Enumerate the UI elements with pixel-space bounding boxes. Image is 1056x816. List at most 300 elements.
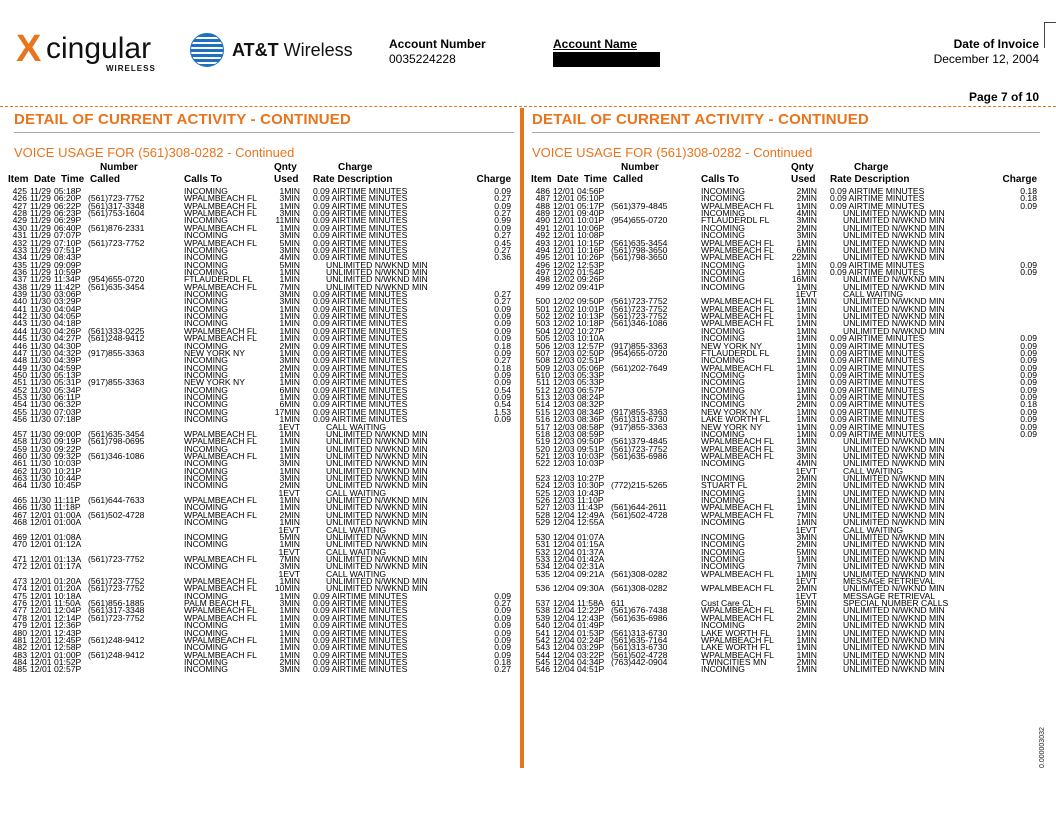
row-rate-description: 0.09 AIRTIME MINUTES [830, 399, 925, 410]
col-charge-top: Charge [338, 162, 373, 173]
row-rate-description: UNLIMITED N/WKND MIN [843, 487, 945, 498]
row-item: 448 [12, 355, 27, 366]
table-row [8, 379, 513, 386]
table-row [8, 394, 513, 401]
table-row [531, 340, 1039, 351]
row-rate-description: 0.09 AIRTIME MINUTES [313, 325, 408, 336]
table-row [531, 222, 1039, 233]
row-calls-to: INCOMING [701, 266, 745, 277]
left-usage-table [8, 188, 513, 674]
row-rate-description: UNLIMITED N/WKND MIN [843, 443, 945, 454]
row-item: 461 [12, 458, 27, 469]
row-time: 12:57P [577, 340, 605, 351]
row-item: 462 [12, 465, 27, 476]
row-time: 02:24P [577, 634, 605, 645]
row-used: 2MIN [796, 222, 817, 233]
row-rate-description: UNLIMITED N/WKND MIN [843, 568, 945, 579]
table-row [531, 524, 1039, 535]
row-calls-to: INCOMING [184, 252, 228, 263]
row-time: 04:26P [54, 325, 82, 336]
row-called-number: (561)798-3650 [611, 244, 668, 255]
row-item: 434 [12, 252, 27, 263]
row-called-number: (561)635-3454 [88, 428, 145, 439]
row-rate-description: 0.09 AIRTIME MINUTES [313, 362, 408, 373]
row-item: 523 [535, 473, 550, 484]
row-rate-description: 0.09 AIRTIME MINUTES [313, 406, 408, 417]
row-used: 1MIN [796, 296, 817, 307]
row-date: 12/01 [553, 215, 575, 226]
row-called-number: (561)723-7752 [611, 311, 668, 322]
row-calls-to: INCOMING [184, 215, 228, 226]
row-rate-description: UNLIMITED N/WKND MIN [843, 230, 945, 241]
row-used: 2MIN [796, 612, 817, 623]
row-date: 12/03 [553, 340, 575, 351]
row-date: 12/01 [30, 598, 52, 609]
row-used: 1MIN [279, 333, 300, 344]
row-calls-to: WPALMBEACH FL [184, 281, 257, 292]
row-rate-description: UNLIMITED N/WKND MIN [326, 458, 428, 469]
row-item: 515 [535, 406, 550, 417]
row-rate-description: CALL WAITING [843, 465, 904, 476]
row-calls-to: INCOMING [701, 281, 745, 292]
row-used: 2MIN [796, 605, 817, 616]
row-rate-description: UNLIMITED N/WKND MIN [843, 303, 945, 314]
row-calls-to: NEW YORK NY [701, 406, 762, 417]
row-calls-to: INCOMING [184, 531, 228, 542]
table-row [8, 254, 513, 261]
row-rate-description: UNLIMITED N/WKND MIN [843, 450, 945, 461]
row-date: 12/01 [30, 531, 52, 542]
row-time: 12:55A [577, 517, 605, 528]
row-item: 477 [12, 605, 27, 616]
row-time: 10:18P [577, 318, 605, 329]
row-calls-to: WPALMBEACH FL [184, 612, 257, 623]
row-calls-to: INCOMING [184, 392, 228, 403]
table-row [8, 222, 513, 233]
row-time: 02:31A [577, 561, 605, 572]
row-time: 10:21P [54, 465, 82, 476]
row-item: 493 [535, 237, 550, 248]
left-section-title: DETAIL OF CURRENT ACTIVITY - CONTINUED [14, 111, 352, 128]
row-time: 10:08P [577, 230, 605, 241]
row-time: 01:53P [577, 627, 605, 638]
row-item: 512 [535, 384, 550, 395]
table-row [8, 465, 513, 476]
table-row [8, 504, 513, 511]
row-time: 06:23P [54, 208, 82, 219]
row-rate-description: 0.09 AIRTIME MINUTES [313, 612, 408, 623]
row-time: 01:52P [54, 657, 82, 667]
row-calls-to: WPALMBEACH FL [701, 436, 774, 447]
row-rate-description: 0.09 AIRTIME MINUTES [313, 252, 408, 263]
row-time: 05:31P [54, 377, 82, 388]
row-used: 1MIN [796, 649, 817, 660]
row-called-number: (561)308-0282 [611, 568, 668, 579]
row-used: 1MIN [796, 333, 817, 344]
table-row [531, 325, 1039, 336]
row-calls-to: PALM BEACH FL [184, 598, 252, 609]
row-used: 3MIN [279, 230, 300, 241]
row-rate-description: 0.09 AIRTIME MINUTES [313, 369, 408, 380]
row-date: 12/03 [553, 473, 575, 484]
row-charge: 0.18 [494, 362, 511, 373]
row-item: 535 [535, 568, 550, 579]
right-usage-table [531, 188, 1039, 674]
page-number: Page 7 of 10 [968, 90, 1039, 104]
row-date: 12/01 [30, 553, 52, 564]
row-time: 09:30A [577, 583, 605, 594]
row-calls-to: WPALMBEACH FL [184, 495, 257, 506]
row-calls-to: INCOMING [701, 392, 745, 403]
row-date: 11/30 [30, 480, 51, 491]
row-date: 12/01 [553, 186, 575, 196]
table-row [531, 254, 1039, 261]
side-barcode-text: 0.000003032 [1039, 727, 1046, 768]
row-calls-to: NEW YORK NY [701, 421, 762, 432]
row-time: 10:43P [577, 487, 605, 498]
row-used: 3MIN [279, 296, 300, 307]
row-date: 11/30 [30, 428, 51, 439]
row-calls-to: WPALMBEACH FL [184, 509, 257, 520]
row-rate-description: 0.09 AIRTIME MINUTES [830, 355, 925, 366]
row-used: 3MIN [279, 289, 300, 300]
row-charge: 0.09 [494, 414, 511, 425]
row-used: 1MIN [279, 266, 300, 277]
row-time: 04:05P [54, 311, 82, 322]
row-called-number: (561)502-4728 [611, 509, 668, 520]
row-charge: 0.36 [494, 252, 511, 263]
row-rate-description: UNLIMITED N/WKND MIN [843, 657, 945, 667]
row-rate-description: 0.09 AIRTIME MINUTES [830, 266, 925, 277]
row-date: 11/30 [30, 502, 51, 513]
row-item: 504 [535, 325, 550, 336]
row-used: 1MIN [796, 340, 817, 351]
row-date: 12/01 [553, 237, 575, 248]
table-row [8, 541, 513, 548]
row-charge: 0.27 [494, 289, 511, 300]
row-calls-to: WPALMBEACH FL [701, 362, 774, 373]
row-rate-description: UNLIMITED N/WKND MIN [326, 480, 428, 491]
row-date: 11/29 [30, 274, 51, 285]
col-number-top: Number [621, 162, 659, 173]
row-time: 03:29P [54, 296, 82, 307]
row-charge: 0.09 [1020, 384, 1037, 395]
row-used: 1MIN [279, 649, 300, 660]
row-rate-description: UNLIMITED N/WKND MIN [843, 237, 945, 248]
row-date: 12/03 [553, 347, 575, 358]
table-row [8, 200, 513, 211]
row-date: 12/01 [30, 620, 52, 631]
row-used: 2MIN [796, 539, 817, 550]
row-rate-description: UNLIMITED N/WKND MIN [843, 244, 945, 255]
row-date: 12/04 [553, 553, 575, 564]
row-date: 12/01 [553, 193, 575, 204]
table-row [8, 266, 513, 277]
row-rate-description: UNLIMITED N/WKND MIN [843, 318, 945, 329]
row-item: 488 [535, 200, 550, 211]
row-date: 12/01 [553, 244, 575, 255]
row-calls-to: INCOMING [184, 369, 228, 380]
row-item: 473 [12, 576, 27, 587]
row-date: 11/29 [30, 186, 51, 196]
row-used: 1MIN [796, 495, 817, 506]
row-rate-description: UNLIMITED N/WKND MIN [326, 502, 428, 513]
att-wireless-logo [190, 33, 353, 69]
row-item: 463 [12, 473, 27, 484]
row-item: 507 [535, 347, 550, 358]
row-charge: 0.09 [1020, 392, 1037, 403]
row-used: 2MIN [796, 399, 817, 410]
row-item: 537 [535, 598, 550, 609]
row-rate-description: 0.09 AIRTIME MINUTES [313, 215, 408, 226]
row-used: 2MIN [279, 657, 300, 667]
row-rate-description: 0.09 AIRTIME MINUTES [313, 627, 408, 638]
row-time: 02:51P [577, 355, 605, 366]
row-date: 12/04 [553, 509, 575, 520]
row-used: 3MIN [279, 598, 300, 609]
row-item: 447 [12, 347, 27, 358]
row-used: 22MIN [791, 252, 817, 263]
row-time: 09:50P [577, 296, 605, 307]
row-rate-description: 0.09 AIRTIME MINUTES [830, 377, 925, 388]
row-calls-to: INCOMING [184, 259, 228, 270]
row-rate-description: 0.09 AIRTIME MINUTES [830, 392, 925, 403]
row-rate-description: 0.09 AIRTIME MINUTES [313, 230, 408, 241]
row-calls-to: INCOMING [701, 539, 745, 550]
row-date: 11/30 [30, 325, 51, 336]
row-time: 01:13A [54, 553, 82, 564]
row-called-number: (561)635-7164 [611, 634, 668, 645]
row-calls-to: WPALMBEACH FL [184, 325, 257, 336]
row-rate-description: 0.09 AIRTIME MINUTES [313, 384, 408, 395]
table-row [531, 465, 1039, 476]
row-item: 471 [12, 553, 27, 564]
row-item: 474 [12, 583, 27, 594]
row-used: 4MIN [279, 252, 300, 263]
row-item: 528 [535, 509, 550, 520]
row-used: 7MIN [279, 281, 300, 292]
att-logo-wireless: Wireless [278, 40, 353, 60]
row-rate-description: UNLIMITED N/WKND MIN [843, 281, 945, 292]
row-time: 07:10P [54, 237, 82, 248]
row-called-number: (561)644-7633 [88, 495, 145, 506]
table-row [531, 210, 1039, 217]
row-calls-to: INCOMING [184, 399, 228, 410]
row-calls-to: INCOMING [701, 259, 745, 270]
table-row [531, 291, 1039, 298]
row-time: 11:34P [54, 274, 81, 285]
row-date: 12/01 [30, 517, 52, 528]
row-rate-description: CALL WAITING [326, 568, 387, 579]
row-time: 10:01P [577, 303, 605, 314]
table-row [531, 200, 1039, 211]
row-calls-to: INCOMING [701, 333, 745, 344]
row-called-number: (763)442-0904 [611, 657, 668, 667]
row-called-number: (561)248-9412 [88, 634, 145, 645]
row-time: 08:34P [577, 406, 605, 417]
table-row [531, 276, 1039, 283]
row-calls-to: NEW YORK NY [184, 347, 245, 358]
row-rate-description: CALL WAITING [843, 289, 904, 300]
table-row [531, 460, 1039, 467]
row-rate-description: 0.09 AIRTIME MINUTES [313, 200, 408, 211]
row-used: 1MIN [279, 222, 300, 233]
row-rate-description: MESSAGE RETRIEVAL [843, 576, 936, 587]
table-row [8, 438, 513, 445]
row-calls-to: WPALMBEACH FL [184, 605, 257, 616]
row-called-number: (561)313-6730 [611, 414, 668, 425]
row-rate-description: UNLIMITED N/WKND MIN [326, 436, 428, 447]
row-used: 1MIN [279, 539, 300, 550]
row-used: 1MIN [279, 303, 300, 314]
row-called-number: (917)855-3363 [88, 347, 145, 358]
table-row [8, 524, 513, 535]
row-date: 12/03 [553, 362, 575, 373]
row-calls-to: INCOMING [701, 620, 745, 631]
row-used: 1MIN [279, 642, 300, 653]
row-item: 460 [12, 450, 27, 461]
row-time: 11:43P [577, 502, 604, 513]
col-charge: Charge [1002, 174, 1037, 185]
table-row [8, 195, 513, 202]
row-called-number: (561)346-1086 [611, 318, 668, 329]
row-item: 476 [12, 598, 27, 609]
att-logo-bold: AT&T [232, 40, 279, 60]
row-time: 11:18P [54, 502, 81, 513]
row-rate-description: 0.09 AIRTIME MINUTES [830, 384, 925, 395]
row-time: 07:07P [54, 230, 82, 241]
row-item: 487 [535, 193, 550, 204]
row-charge: 0.09 [1020, 266, 1037, 277]
row-item: 529 [535, 517, 550, 528]
row-used: 2MIN [279, 362, 300, 373]
row-charge: 0.09 [1020, 362, 1037, 373]
row-item: 465 [12, 495, 27, 506]
table-row [8, 546, 513, 557]
table-row [8, 519, 513, 526]
row-used: 5MIN [279, 237, 300, 248]
row-used: 1EVT [795, 289, 817, 300]
row-used: 2MIN [796, 620, 817, 631]
table-row [531, 421, 1039, 432]
row-calls-to: WPALMBEACH FL [701, 583, 774, 594]
row-used: 1EVT [278, 487, 300, 498]
row-date: 12/04 [553, 627, 575, 638]
att-logo-text [232, 39, 353, 61]
row-used: 1MIN [279, 186, 300, 196]
row-used: 3MIN [796, 215, 817, 226]
row-calls-to: WPALMBEACH FL [184, 553, 257, 564]
table-row [531, 475, 1039, 482]
row-used: 1MIN [796, 421, 817, 432]
row-rate-description: UNLIMITED N/WKND MIN [843, 642, 945, 653]
row-rate-description: 0.09 AIRTIME MINUTES [313, 664, 408, 675]
row-charge: 0.09 [494, 392, 511, 403]
row-rate-description: 0.09 AIRTIME MINUTES [313, 333, 408, 344]
row-rate-description: UNLIMITED N/WKND MIN [843, 620, 945, 631]
row-date: 12/04 [553, 531, 575, 542]
row-charge: 0.09 [1020, 369, 1037, 380]
row-charge: 0.27 [494, 355, 511, 366]
row-item: 485 [12, 664, 27, 675]
row-rate-description: 0.09 AIRTIME MINUTES [313, 605, 408, 616]
row-used: 7MIN [279, 553, 300, 564]
row-item: 503 [535, 318, 550, 329]
row-rate-description: UNLIMITED N/WKND MIN [326, 450, 428, 461]
row-rate-description: UNLIMITED N/WKND MIN [843, 612, 945, 623]
row-rate-description: 0.09 AIRTIME MINUTES [830, 259, 925, 270]
row-rate-description: UNLIMITED N/WKND MIN [843, 436, 945, 447]
row-time: 02:57P [54, 664, 82, 675]
row-time: 10:06P [577, 222, 605, 233]
row-date: 11/29 [30, 252, 51, 263]
row-item: 545 [535, 657, 550, 667]
row-date: 11/30 [30, 347, 51, 358]
table-row [531, 357, 1039, 364]
row-time: 12:14P [54, 612, 82, 623]
row-used: 1MIN [279, 392, 300, 403]
row-calls-to: WPALMBEACH FL [184, 208, 257, 219]
row-rate-description: 0.09 AIRTIME MINUTES [313, 244, 408, 255]
row-item: 524 [535, 480, 550, 491]
row-item: 430 [12, 222, 27, 233]
table-row [8, 325, 513, 336]
row-item: 449 [12, 362, 27, 373]
row-time: 07:18P [54, 414, 82, 425]
row-time: 01:00A [54, 509, 82, 520]
row-charge: 0.09 [494, 634, 511, 645]
row-item: 531 [535, 539, 550, 550]
row-item: 431 [12, 230, 27, 241]
row-used: 1MIN [796, 406, 817, 417]
row-calls-to: INCOMING [701, 222, 745, 233]
row-date: 12/02 [553, 303, 575, 314]
row-date: 12/03 [553, 480, 575, 491]
row-time: 10:27P [577, 325, 605, 336]
row-rate-description: SPECIAL NUMBER CALLS [843, 598, 949, 609]
row-date: 11/30 [30, 289, 51, 300]
row-date: 12/04 [553, 664, 575, 675]
row-rate-description: 0.09 AIRTIME MINUTES [313, 399, 408, 410]
row-called-number: (561)723-7752 [88, 237, 145, 248]
row-calls-to: INCOMING [701, 230, 745, 241]
row-calls-to: WPALMBEACH FL [701, 318, 774, 329]
row-called-number: (772)215-5265 [611, 480, 668, 491]
row-date: 12/04 [553, 620, 575, 631]
row-date: 12/04 [553, 546, 575, 557]
row-rate-description: UNLIMITED N/WKND MIN [326, 576, 428, 587]
row-used: 2MIN [279, 509, 300, 520]
row-rate-description: 0.09 AIRTIME MINUTES [313, 598, 408, 609]
row-used: 2MIN [796, 473, 817, 484]
row-date: 12/03 [553, 333, 575, 344]
row-used: 4MIN [796, 458, 817, 469]
cingular-logo [16, 30, 161, 76]
row-rate-description: UNLIMITED N/WKND MIN [843, 480, 945, 491]
table-row [531, 497, 1039, 504]
row-used: 1MIN [279, 325, 300, 336]
row-date: 12/04 [553, 634, 575, 645]
row-time: 09:19P [54, 436, 82, 447]
table-row [8, 659, 513, 666]
row-calls-to: INCOMING [184, 590, 228, 601]
row-rate-description: 0.09 AIRTIME MINUTES [830, 333, 925, 344]
row-item: 481 [12, 634, 27, 645]
row-calls-to: INCOMING [184, 303, 228, 314]
row-rate-description: 0.09 AIRTIME MINUTES [313, 657, 408, 667]
row-used: 1EVT [795, 576, 817, 587]
row-rate-description: UNLIMITED N/WKND MIN [843, 664, 945, 675]
